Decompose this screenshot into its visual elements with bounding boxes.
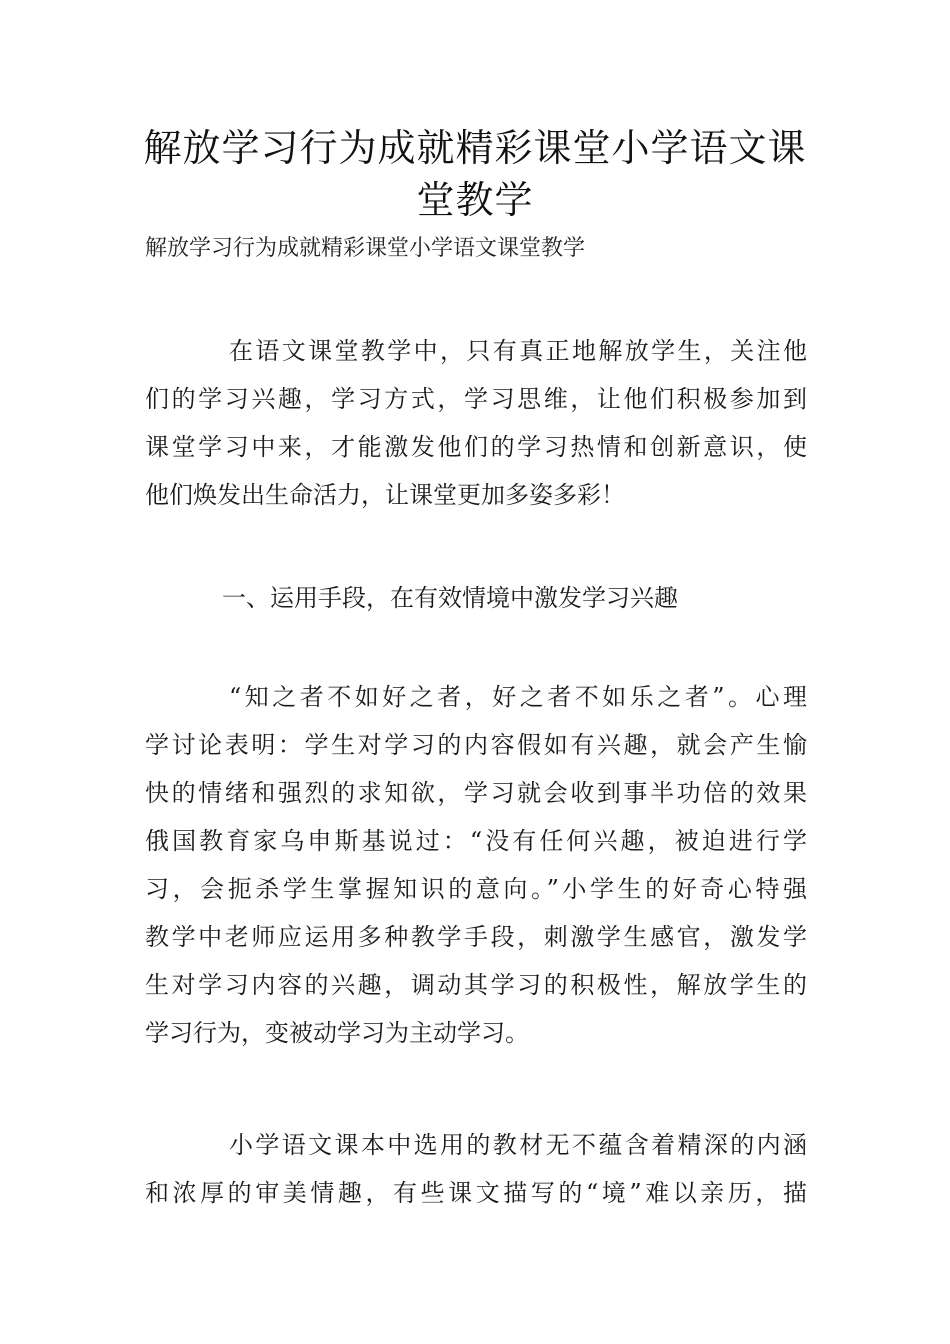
paragraph-line: 他们焕发出生命活力，让课堂更加多姿多彩！ (145, 481, 625, 509)
document-subtitle: 解放学习行为成就精彩课堂小学语文课堂教学 (145, 236, 586, 261)
paragraph-line: 小学语文课本中选用的教材无不蕴含着精深的内涵 (229, 1131, 807, 1159)
section-heading: 一、运用手段，在有效情境中激发学习兴趣 (222, 584, 678, 612)
paragraph-line: 学讨论表明：学生对学习的内容假如有兴趣，就会产生愉 (145, 731, 807, 759)
paragraph-line: 俄国教育家乌申斯基说过：“没有任何兴趣，被迫进行学 (145, 827, 807, 855)
paragraph-line: 学习行为，变被动学习为主动学习。 (145, 1019, 529, 1047)
paragraph-line: 和浓厚的审美情趣，有些课文描写的“境”难以亲历，描 (145, 1179, 807, 1207)
title-line: 解放学习行为成就精彩课堂小学语文课 (143, 126, 807, 170)
paragraph-interest (145, 673, 807, 1057)
paragraph-line: 习，会扼杀学生掌握知识的意向。”小学生的好奇心特强 (145, 875, 807, 903)
paragraph-line: 在语文课堂教学中，只有真正地解放学生，关注他 (229, 337, 807, 365)
paragraph-line: “知之者不如好之者，好之者不如乐之者”。心理 (229, 683, 807, 711)
paragraph-line: 教学中老师应运用多种教学手段，刺激学生感官，激发学 (145, 923, 807, 951)
paragraph-line: 们的学习兴趣，学习方式，学习思维，让他们积极参加到 (145, 385, 807, 413)
paragraph-line: 课堂学习中来，才能激发他们的学习热情和创新意识，使 (145, 433, 807, 461)
document-title (100, 122, 850, 226)
paragraph-textbook (145, 1121, 807, 1217)
paragraph-intro (145, 327, 807, 519)
title-line: 堂教学 (416, 178, 534, 222)
paragraph-line: 生对学习内容的兴趣，调动其学习的积极性，解放学生的 (145, 971, 807, 999)
paragraph-line: 快的情绪和强烈的求知欲，学习就会收到事半功倍的效果 (145, 779, 807, 807)
